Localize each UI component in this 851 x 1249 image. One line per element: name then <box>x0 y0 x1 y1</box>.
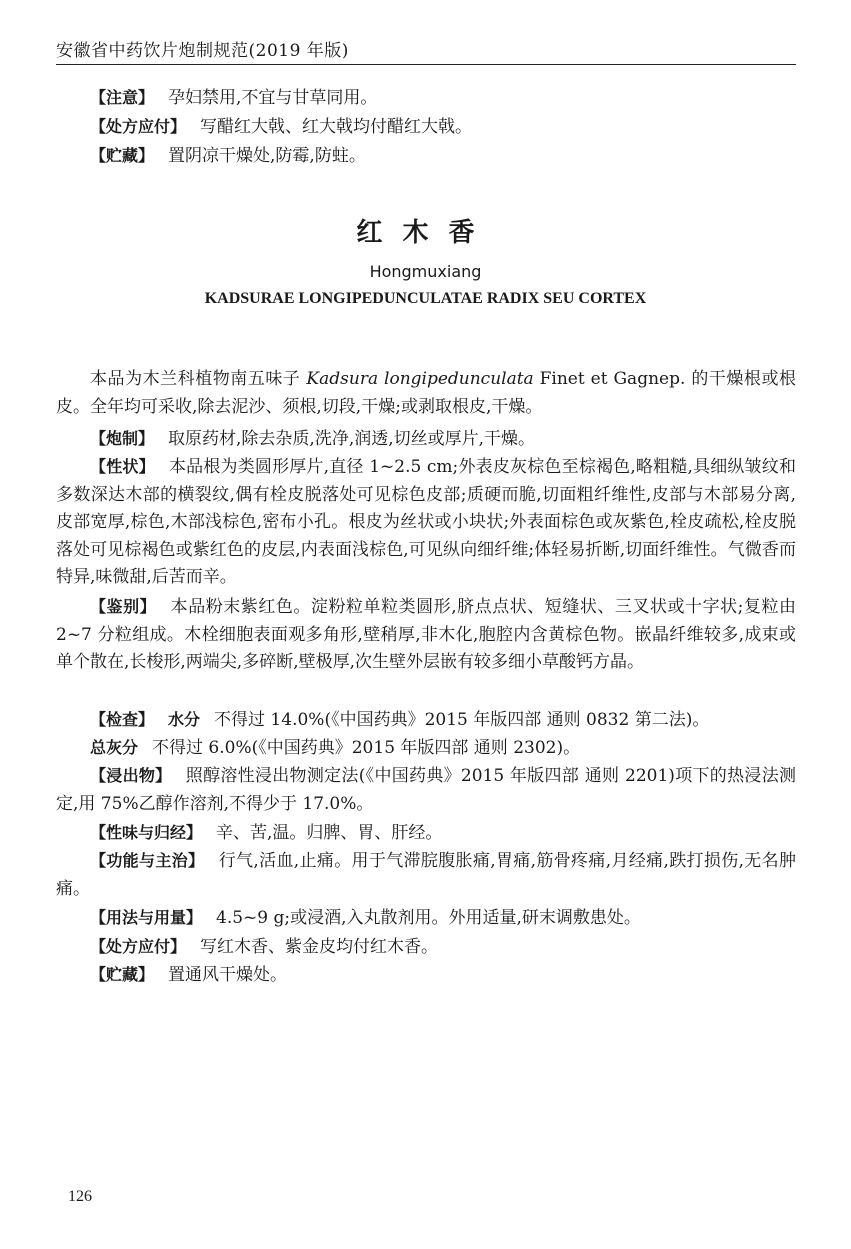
subsection-label: 总灰分 <box>90 738 139 757</box>
section-text: 置通风干燥处。 <box>168 965 288 985</box>
section-inspection-moisture <box>56 706 796 735</box>
species-name: Kadsura longipedunculata <box>306 369 534 389</box>
section-label: 【用法与用量】 <box>90 908 203 927</box>
running-header: 安徽省中药饮片炮制规范(2019 年版) <box>56 41 349 61</box>
section-label: 【处方应付】 <box>90 117 187 136</box>
entry-title: 红木香 <box>356 218 495 248</box>
header-divider <box>56 64 796 65</box>
intro-text: 本品为木兰科植物南五味子 <box>90 369 301 389</box>
section-label: 【贮藏】 <box>90 965 155 984</box>
section-text: 不得过 14.0%(《中国药典》2015 年版四部 通则 0832 第二法)。 <box>214 710 710 730</box>
section-prescription <box>56 933 796 962</box>
section-description <box>56 453 796 592</box>
section-label: 【浸出物】 <box>90 766 172 785</box>
section-text: 本品根为类圆形厚片,直径 1~2.5 cm;外表皮灰棕色至棕褐色,略粗糙,具细纵皱纹和多数深达木部的横裂纹,偶有栓皮脱落处可见棕色皮部;质硬而脆,切面粗纤维性,皮部与木部易分离,皮部宽厚,棕色,木部浅棕色,密布小孔。根皮为丝状或小块状;外表面棕色或灰紫色,栓皮疏松,栓皮脱落处可见棕褐色或紫红色的皮层,内表面浅棕色,可见纵向细纤维;体轻易折断,切面纤维性。气微香而特异,味微甜,后苦而辛。 <box>56 457 796 587</box>
section-text: 写醋红大戟、红大戟均付醋红大戟。 <box>200 117 473 137</box>
section-processing <box>56 425 796 454</box>
section-text: 写红木香、紫金皮均付红木香。 <box>200 937 439 957</box>
section-label: 【性状】 <box>90 457 155 476</box>
section-usage <box>56 904 796 933</box>
prev-caution <box>56 84 796 113</box>
section-label: 【炮制】 <box>90 429 155 448</box>
entry-pinyin: Hongmuxiang <box>369 262 482 281</box>
section-text: 照醇溶性浸出物测定法(《中国药典》2015 年版四部 通则 2201)项下的热浸法测定,用 75%乙醇作溶剂,不得少于 17.0%。 <box>56 766 796 814</box>
intro-text-rest: Finet et Gagnep. 的干燥根或根皮。全年均可采收,除去泥沙、须根,切段,干燥;或剥取根皮,干燥。 <box>56 369 797 417</box>
section-text: 孕妇禁用,不宜与甘草同用。 <box>168 88 378 108</box>
section-text: 行气,活血,止痛。用于气滞脘腹胀痛,胃痛,筋骨疼痛,月经痛,跌打损伤,无名肿痛。 <box>56 851 796 899</box>
section-label: 【贮藏】 <box>90 146 155 165</box>
section-label: 【功能与主治】 <box>90 851 205 870</box>
prev-storage <box>56 142 796 171</box>
section-nature <box>56 819 796 848</box>
prev-prescription <box>56 113 796 142</box>
page-number: 126 <box>68 1188 92 1205</box>
section-storage <box>56 961 796 990</box>
section-label: 【处方应付】 <box>90 937 187 956</box>
section-text: 辛、苦,温。归脾、胃、肝经。 <box>216 823 443 843</box>
subsection-label: 水分 <box>168 710 201 729</box>
section-text: 不得过 6.0%(《中国药典》2015 年版四部 通则 2302)。 <box>152 738 581 758</box>
section-text: 取原药材,除去杂质,洗净,润透,切丝或厚片,干燥。 <box>168 429 536 449</box>
section-text: 本品粉末紫红色。淀粉粒单粒类圆形,脐点点状、短缝状、三叉状或十字状;复粒由 2~7 分粒组成。木栓细胞表面观多角形,壁稍厚,非木化,胞腔内含黄棕色物。嵌晶纤维较多,成束或单个散在,长梭形,两端尖,多碎断,壁极厚,次生壁外层嵌有较多细小草酸钙方晶。 <box>56 597 796 672</box>
section-label: 【鉴别】 <box>90 597 157 616</box>
section-label: 【检查】 <box>90 710 155 729</box>
section-inspection-ash <box>56 734 796 763</box>
section-text: 4.5~9 g;或浸酒,入丸散剂用。外用适量,研末调敷患处。 <box>216 908 641 928</box>
section-extract <box>56 762 796 818</box>
section-label: 【注意】 <box>90 88 155 107</box>
section-label: 【性味与归经】 <box>90 823 203 842</box>
entry-intro <box>56 366 796 421</box>
entry-latin-name: KADSURAE LONGIPEDUNCULATAE RADIX SEU CORTEX <box>204 290 647 307</box>
section-text: 置阴凉干燥处,防霉,防蛀。 <box>168 146 366 166</box>
section-function <box>56 847 796 903</box>
section-identification <box>56 593 796 677</box>
